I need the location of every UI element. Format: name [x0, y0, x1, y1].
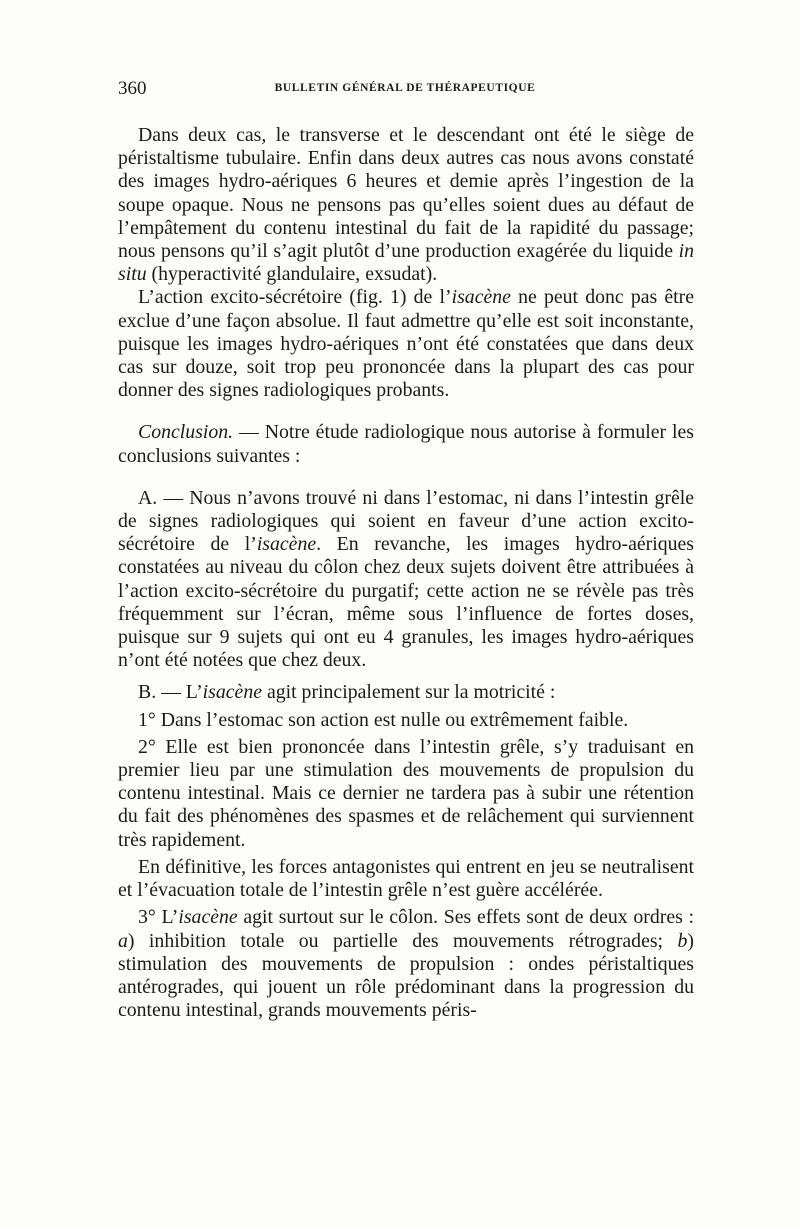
paragraph: L’action excito-sécrétoire (fig. 1) de l’isacène ne peut donc pas être exclue d’une façon absolue. Il faut admettre qu’elle est soit inconstante, puisque les images hydro-aériques n’ont été constatées que dans deux cas sur douze, soit trop peu prononcée dans la plupart des cas pour donner des signes radiologiques probants.	[118, 286, 695, 402]
page-number: 360	[118, 78, 147, 99]
conclusion-heading: Conclusion. — Notre étude radiologique nous autorise à formuler les conclusions suivantes :	[118, 421, 694, 467]
body-text	[118, 124, 694, 1022]
list-item: 3° L’isacène agit surtout sur le côlon. Ses effets sont de deux ordres : a) inhibition totale ou partielle des mouvements rétrogrades; b) stimulation des mouvements de propulsion : ondes péristaltiques antérogrades, qui jouent un rôle prédominant dans la progression du contenu intestinal, grands mouvements péris-	[118, 906, 694, 1022]
paragraph: En définitive, les forces antagonistes qui entrent en jeu se neutralisent et l’évacuation totale de l’intestin grêle n’est guère accélérée.	[118, 855, 694, 902]
page-header	[118, 78, 692, 106]
paragraph: B. — L’isacène agit principalement sur la motricité :	[138, 681, 556, 704]
running-head: BULLETIN GÉNÉRAL DE THÉRAPEUTIQUE	[274, 82, 536, 94]
paragraph: A. — Nous n’avons trouvé ni dans l’estomac, ni dans l’intestin grêle de signes radiologiques qui soient en faveur d’une action excito-sécrétoire de l’isacène. En revanche, les images hydro-aériques constatées au niveau du côlon chez deux sujets doivent être attribuées à l’action excito-sécrétoire du purgatif; cette action ne se révèle pas très fréquemment sur l’écran, même sous l’influence de fortes doses, puisque sur 9 sujets qui ont eu 4 granules, les images hydro-aériques n’ont été notées que chez deux.	[118, 486, 694, 672]
paragraph: Dans deux cas, le transverse et le descendant ont été le siège de péristaltisme tubulaire. Enfin dans deux autres cas nous avons constaté des images hydro-aériques 6 heures et demie après l’ingestion de la soupe opaque. Nous ne pensons pas qu’elles soient dues au défaut de l’empâtement du contenu intestinal du fait de la rapidité du passage; nous pensons qu’il s’agit plutôt d’une production exagérée du liquide in situ (hyperactivité glandulaire, exsudat).	[118, 124, 694, 286]
list-item: 2° Elle est bien prononcée dans l’intestin grêle, s’y traduisant en premier lieu par une stimulation des mouvements de propulsion du contenu intestinal. Mais ce dernier ne tardera pas à subir une rétention du fait des phénomènes des spasmes et de relâchement qui surviennent très rapidement.	[118, 735, 694, 851]
list-item: 1° Dans l’estomac son action est nulle ou extrêmement faible.	[138, 708, 629, 731]
